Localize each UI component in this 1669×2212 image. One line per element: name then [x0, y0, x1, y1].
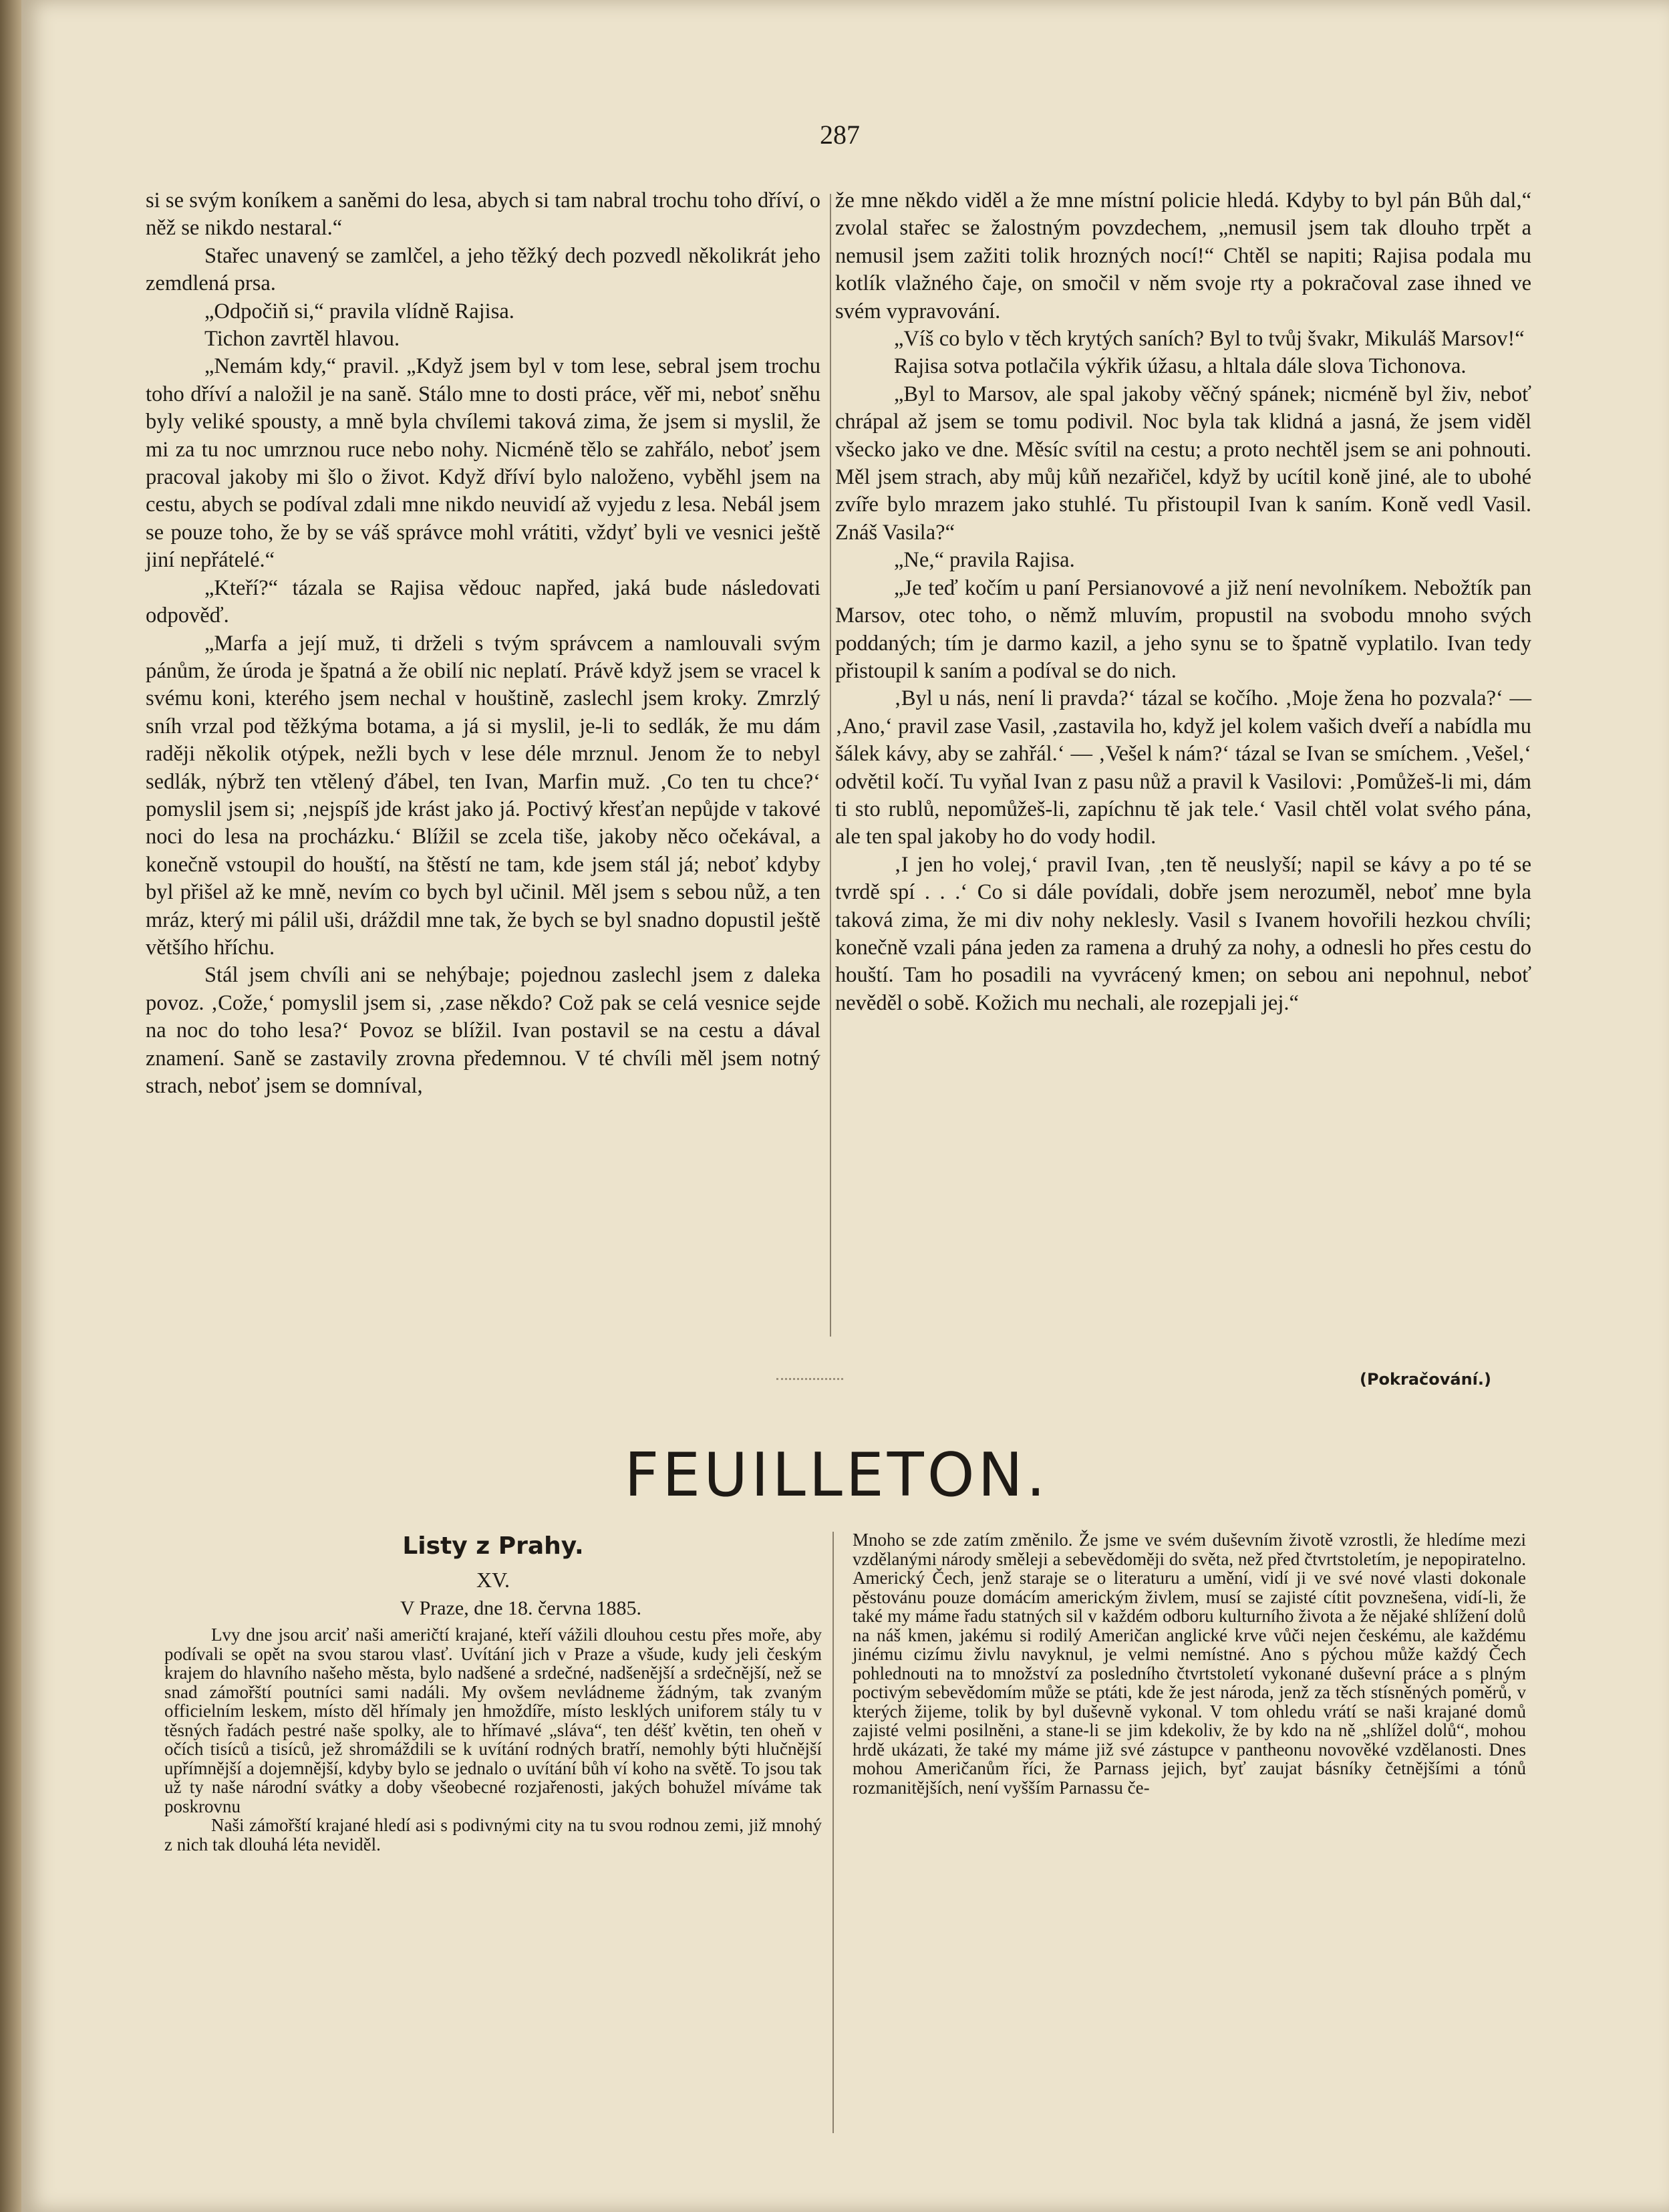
feuilleton-paragraph: Naši zámořští krajané hledí asi s podivnými city na tu svou rodnou zemi, již mnohý z nich tak dlouhá léta neviděl. [164, 1815, 822, 1854]
book-spine [0, 0, 21, 2212]
column-divider [830, 194, 831, 1337]
story-paragraph: „Ne,“ pravila Rajisa. [894, 548, 1075, 573]
story-paragraph: „Byl to Marsov, ale spal jakoby věčný spánek; nicméně byl živ, neboť chrápal až jsem se tomu podivil. Noc byla tak klidná a jasná, že jsem viděl všecko jako ve dne. Měsíc svítil na cestu; a proto nechtěl jsem se ani pohnouti. Měl jsem strach, aby můj kůň nezařičel, když by ucítil koně jiné, ale to ubohé zvíře bylo mrazem jako stuhlé. Tu přistoupil Ivan k saním. Koně vedl Vasil. Znáš Vasila?“ [835, 382, 1531, 545]
story-paragraph: „Je teď kočím u paní Persianovové a již není nevolníkem. Nebožtík pan Marsov, otec toho, o němž mluvím, propustil na svobodu mnoho svých poddaných; tím je darmo kazil, a jeho synu se to špatně vyplatilo. Ivan tedy přistoupil k saním a podíval se do nich. [835, 575, 1531, 683]
feuilleton-column-divider [832, 1532, 834, 2133]
feuilleton-left-column [164, 1530, 822, 1854]
story-paragraph: „Víš co bylo v těch krytých saních? Byl to tvůj švakr, Mikuláš Marsov!“ [894, 327, 1525, 352]
story-paragraph: Stál jsem chvíli ani se nehýbaje; pojednou zaslechl jsem z daleka povoz. ‚Cože,‘ pomyslil jsem si, ‚zase někdo? Což pak se celá vesnice sejde na noc do toho lesa?‘ Povoz se blížil. Ivan postavil se na cestu a dával znamení. Saně se zastavily zrovna předemnou. V té chvíli měl jsem notný strach, neboť jsem se domníval, [146, 963, 820, 1098]
story-paragraph: „Marfa a její muž, ti drželi s tvým správcem a namlouvali svým pánům, že úroda je špatná a že obilí nic neplatí. Právě když jsem se vracel k svému koni, kterého jsem nechal v houštině, zaslechl jsem kroky. Zmrzlý sníh vrzal pod těžkýma botama, a já si myslil, je-li to sedlák, že mu dám raději několik otýpek, nežli bych v lese déle mrznul. Jenom že to nebyl sedlák, nýbrž ten vtělený ďábel, ten Ivan, Marfin muž. ‚Co ten tu chce?‘ pomyslil jsem si; ‚nejspíš jde krást jako já. Poctivý křesťan nepůjde v takové noci do lesa na procházku.‘ Blížil se zcela tiše, jakoby něco očekával, a konečně vstoupil do houští, na štěstí ne tam, kde jsem stál já; neboť kdyby byl přišel až ke mně, nevím co bych byl učinil. Měl jsem s sebou nůž, a ten mráz, který mi pálil uši, dráždil mne tak, že bych se byl snadno dopustil ještě většího hříchu. [146, 631, 820, 960]
page-number: 287 [820, 120, 860, 150]
story-paragraph: Tichon zavrtěl hlavou. [204, 327, 400, 352]
feuilleton-paragraph: Mnoho se zde zatím změnilo. Že jsme ve svém duševním životě vzrostli, že hledíme mezi vzdělanými národy směleji a sebevědoměji do světa, než před čtvrtstoletím, je nepopiratelno. Americký Čech, jenž staraje se o literaturu a umění, vidí ji ve své nové vlasti dokonale pěstovánu pouze domácím americkým živlem, musí se zajisté cítit povznešena, vidí-li, že také my máme řadu statných sil v každém odboru kulturního života a že nějaké shlížení dolů na náš kmen, jakému si rodilý Američan anglické krve vůči nejen českému, ale každému jinému cizímu živlu navyknul, je velmi nemístné. Ano s pýchou může každý Čech pohlednouti na to množství za posledního čtvrtstoletí vykonané duševní práce a s plným poctivým sebevědomím může se ptáti, kde že jest národa, jenž za těch stísněných poměrů, v kterých žijeme, tolik by byl duševně vykonal. V tom ohledu vrátí se naši krajané domů zajisté velmi posilněni, a stane-li se jim kdekoliv, že by kdo na ně „shlížel dolů“, mohou hrdě ukázati, že také my máme již své zástupce v pantheonu novověké vzdělanosti. Dnes mohou Američanům říci, že Parnass jejich, byť zaujat básníky četnějšími a tónů rozmanitějších, není vyšším Parnassu če- [853, 1530, 1526, 1798]
story-paragraph: „Nemám kdy,“ pravil. „Když jsem byl v tom lese, sebral jsem trochu toho dříví a naložil je na saně. Stálo mne to dosti práce, věř mi, neboť sněhu byly veliké spousty, a mně byla chvílemi taková zima, že jsem si myslil, že mi za tu noc umrznou ruce nebo nohy. Nicméně tělo se zahřálo, neboť jsem pracoval jakoby mi šlo o život. Když dříví bylo naloženo, vyběhl jsem na cestu, abych se podíval zdali mne nikdo neuvidí až vyjedu z lesa. Nebál jsem se pouze toho, že by se váš správce mohl vrátiti, vždyť byli ve vesnici ještě jiní nepřátelé.“ [146, 354, 820, 573]
continued-note: (Pokračování.) [1360, 1370, 1491, 1389]
feuilleton-heading: FEUILLETON. [624, 1440, 1049, 1510]
story-paragraph: „Odpočiň si,“ pravila vlídně Rajisa. [204, 299, 514, 323]
letters-dateline: V Praze, dne 18. června 1885. [400, 1597, 641, 1619]
story-paragraph: si se svým koníkem a saněmi do lesa, abych si tam nabral trochu toho dříví, o něž se nikdo nestaral.“ [146, 188, 820, 241]
story-paragraph: ‚I jen ho volej,‘ pravil Ivan, ‚ten tě neuslyší; napil se kávy a po té se tvrdě spí . . .‘ Co si dále povídali, dobře jsem nerozuměl, neboť mne byla taková zima, že mi div nohy neklesly. Vasil s Ivanem hovořili hezkou chvíli; konečně vzali pána jeden za ramena a druhý za nohy, a odnesli ho přes cestu do houští. Tam ho posadili na vyvrácený kmen; on sebou ani nepohnul, neboť nevěděl o sobě. Kožich mu nechali, ale rozepjali jej.“ [835, 852, 1531, 1015]
story-right-column [835, 187, 1531, 1017]
story-paragraph: „Kteří?“ tázala se Rajisa vědouc napřed, jaká bude následovati odpověď. [146, 575, 820, 628]
story-paragraph: ‚Byl u nás, není li pravda?‘ tázal se kočího. ‚Moje žena ho pozvala?‘ — ‚Ano,‘ pravil zase Vasil, ‚zastavila ho, když jel kolem vašich dveří a nabídla mu šálek kávy, aby se zahřál.‘ — ‚Vešel k nám?‘ tázal se Ivan se smíchem. ‚Vešel,‘ odvětil kočí. Tu vyňal Ivan z pasu nůž a pravil k Vasilovi: ‚Pomůžeš-li mi, dám ti sto rublů, nepomůžeš-li, zapíchnu tě jak tele.‘ Vasil chtěl volat svého pána, ale ten spal jakoby ho do vody hodil. [835, 686, 1531, 849]
newspaper-page [21, 0, 1669, 2212]
feuilleton-right-column [853, 1530, 1526, 1797]
letters-number: XV. [476, 1568, 510, 1592]
story-paragraph: Stařec unavený se zamlčel, a jeho těžký dech pozvedl několikrát jeho zemdlená prsa. [146, 243, 820, 296]
letters-title: Listy z Prahy. [402, 1532, 584, 1560]
story-paragraph: Rajisa sotva potlačila výkřik úžasu, a hltala dále slova Tichonova. [894, 354, 1467, 379]
feuilleton-paragraph: Lvy dne jsou arciť naši američtí krajané, kteří vážili dlouhou cestu přes moře, aby podívali se opět na svou starou vlasť. Uvítání jich v Praze a všude, kudy jeli českým krajem do hlavního našeho města, bylo nadšené a srdečné, nadšenější a srdečnější, než se snad zámořští poutníci sami nadáli. My ovšem nevládneme žádným, tak zvaným officielním leskem, místo děl hřímaly jen hmoždíře, místo lesklých uniforem stály tu v těsných řadách pestré naše spolky, ale to hřímavé „sláva“, ten déšť květin, ten oheň v očích tisíců a tisíců, jež shromáždili se k uvítání rodných bratří, nemohly býti hlučnější upřímnější a dojemnější, kdyby bylo se jednalo o uvítání bůh ví koho na světě. To jsou tak už ty naše národní svátky a doby všeobecné rozjařenosti, jakých bohužel míváme tak poskrovnu [164, 1625, 822, 1816]
story-paragraph: že mne někdo viděl a že mne místní policie hledá. Kdyby to byl pán Bůh dal,“ zvolal stařec se žalostným povzdechem, „nemusil jsem tak dlouho trpět a nemusil jsem zažiti tolik hrozných nocí!“ Chtěl se napiti; Rajisa podala mu kotlík vlažného čaje, on smočil v něm svoje rty a pokračoval zase ihned ve svém vypravování. [835, 188, 1531, 323]
section-ornament [776, 1378, 843, 1383]
story-left-column [146, 187, 820, 1100]
